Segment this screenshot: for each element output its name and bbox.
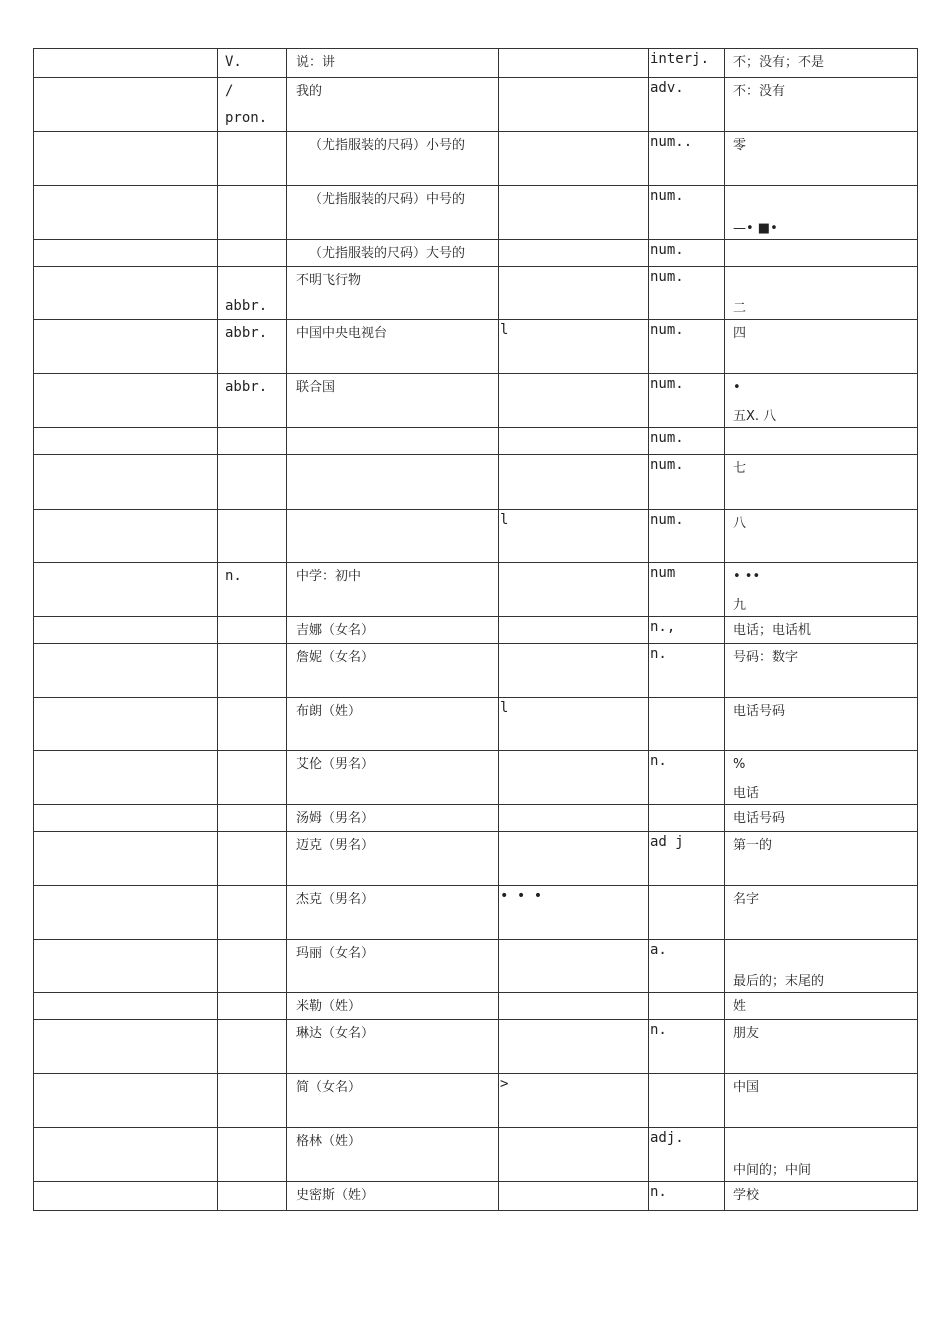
column-divider [217,48,218,1211]
meaning-2-cell-line2: 九 [733,598,747,613]
meaning-cell: 联合国 [296,380,336,395]
row-divider [33,750,918,751]
meaning-2-cell: 不；没有；不是 [733,55,825,70]
row-divider [33,804,918,805]
meaning-cell: 说：讲 [296,55,336,70]
mark-cell: l [500,700,509,716]
meaning-cell: 汤姆（男名） [296,811,375,826]
part-of-speech-2-cell: num. [650,242,684,258]
row-divider [33,454,918,455]
vocabulary-table [33,48,918,1211]
part-of-speech-2-cell: num. [650,376,684,392]
part-of-speech-cell: abbr. [225,379,268,395]
row-divider [33,239,918,240]
row-divider [33,77,918,78]
part-of-speech-2-cell: interj. [650,51,710,67]
mark-cell: • • • [500,888,543,904]
row-divider [33,562,918,563]
column-divider [724,48,725,1211]
mark-cell: l [500,512,509,528]
row-divider [33,1073,918,1074]
meaning-cell: （尤指服装的尺码）大号的 [309,246,466,261]
meaning-2-cell: 姓 [733,999,747,1014]
part-of-speech-2-cell: ad j [650,834,684,850]
meaning-2-cell-line2: 最后的；末尾的 [733,974,825,989]
row-divider [33,131,918,132]
part-of-speech-2-cell: num [650,565,676,581]
part-of-speech-2-cell: num. [650,322,684,338]
meaning-2-cell: 号码：数字 [733,650,799,665]
row-divider [33,992,918,993]
meaning-cell: 艾伦（男名） [296,757,375,772]
meaning-cell: 中学：初中 [296,569,362,584]
row-divider [33,266,918,267]
meaning-2-cell: 电话号码 [733,811,786,826]
meaning-2-cell: 朋友 [733,1026,760,1041]
meaning-cell: 琳达（女名） [296,1026,375,1041]
column-divider [286,48,287,1211]
part-of-speech-2-cell: n. [650,1184,667,1200]
mark-cell: l [500,322,509,338]
part-of-speech-2-cell: adv. [650,80,684,96]
meaning-cell: 格林（姓） [296,1134,362,1149]
part-of-speech-cell: V. [225,54,242,70]
meaning-2-cell-line2: 电话 [733,786,760,801]
meaning-cell: 我的 [296,84,323,99]
meaning-2-cell: 零 [733,138,747,153]
meaning-cell: 迈克（男名） [296,838,375,853]
meaning-cell: 杰克（男名） [296,892,375,907]
part-of-speech-2-cell: num. [650,269,684,285]
meaning-2-cell: 不：没有 [733,84,786,99]
row-divider [33,939,918,940]
row-divider [33,643,918,644]
part-of-speech-cell: abbr. [225,298,268,314]
meaning-cell: 史密斯（姓） [296,1188,375,1203]
meaning-cell: 米勒（姓） [296,999,362,1014]
row-divider [33,319,918,320]
meaning-2-cell: 电话；电话机 [733,623,812,638]
meaning-2-cell: • •• [733,569,761,584]
meaning-2-cell: • [733,380,741,395]
meaning-2-cell: % [733,757,746,772]
row-divider [33,1127,918,1128]
row-divider [33,1181,918,1182]
row-divider [33,185,918,186]
row-divider [33,427,918,428]
row-divider [33,509,918,510]
part-of-speech-cell: abbr. [225,325,268,341]
meaning-2-cell: 名字 [733,892,760,907]
meaning-2-cell: 七 [733,461,747,476]
column-divider [498,48,499,1211]
mark-cell: > [500,1076,509,1092]
meaning-2-cell-line2: 五X. 八 [733,409,777,424]
row-divider [33,697,918,698]
meaning-2-cell: 中国 [733,1080,760,1095]
part-of-speech-cell-line2: pron. [225,110,268,126]
part-of-speech-2-cell: n., [650,619,676,635]
meaning-cell: （尤指服装的尺码）小号的 [309,138,466,153]
row-divider [33,373,918,374]
meaning-cell: 玛丽（女名） [296,946,375,961]
meaning-2-cell: 第一的 [733,838,773,853]
meaning-cell: 吉娜（女名） [296,623,375,638]
row-divider [33,1019,918,1020]
meaning-cell: 不明飞行物 [296,273,362,288]
row-divider [33,831,918,832]
part-of-speech-2-cell: num. [650,457,684,473]
part-of-speech-cell: / [225,83,234,99]
part-of-speech-2-cell: n. [650,646,667,662]
meaning-2-cell-line2: 中间的；中间 [733,1163,812,1178]
part-of-speech-2-cell: num. [650,430,684,446]
part-of-speech-2-cell: adj. [650,1130,684,1146]
part-of-speech-2-cell: n. [650,753,667,769]
part-of-speech-2-cell: num. [650,188,684,204]
meaning-2-cell: 学校 [733,1188,760,1203]
meaning-2-cell: —• ■• [733,221,778,236]
meaning-cell: 中国中央电视台 [296,326,388,341]
part-of-speech-cell: n. [225,568,242,584]
column-divider [648,48,649,1211]
meaning-2-cell: 二 [733,301,747,316]
part-of-speech-2-cell: num. [650,512,684,528]
meaning-2-cell: 八 [733,516,747,531]
meaning-cell: 詹妮（女名） [296,650,375,665]
part-of-speech-2-cell: n. [650,1022,667,1038]
part-of-speech-2-cell: a. [650,942,667,958]
meaning-2-cell: 电话号码 [733,704,786,719]
meaning-2-cell: 四 [733,326,747,341]
row-divider [33,616,918,617]
part-of-speech-2-cell: num.. [650,134,693,150]
meaning-cell: （尤指服装的尺码）中号的 [309,192,466,207]
meaning-cell: 布朗（姓） [296,704,362,719]
meaning-cell: 简（女名） [296,1080,362,1095]
row-divider [33,885,918,886]
